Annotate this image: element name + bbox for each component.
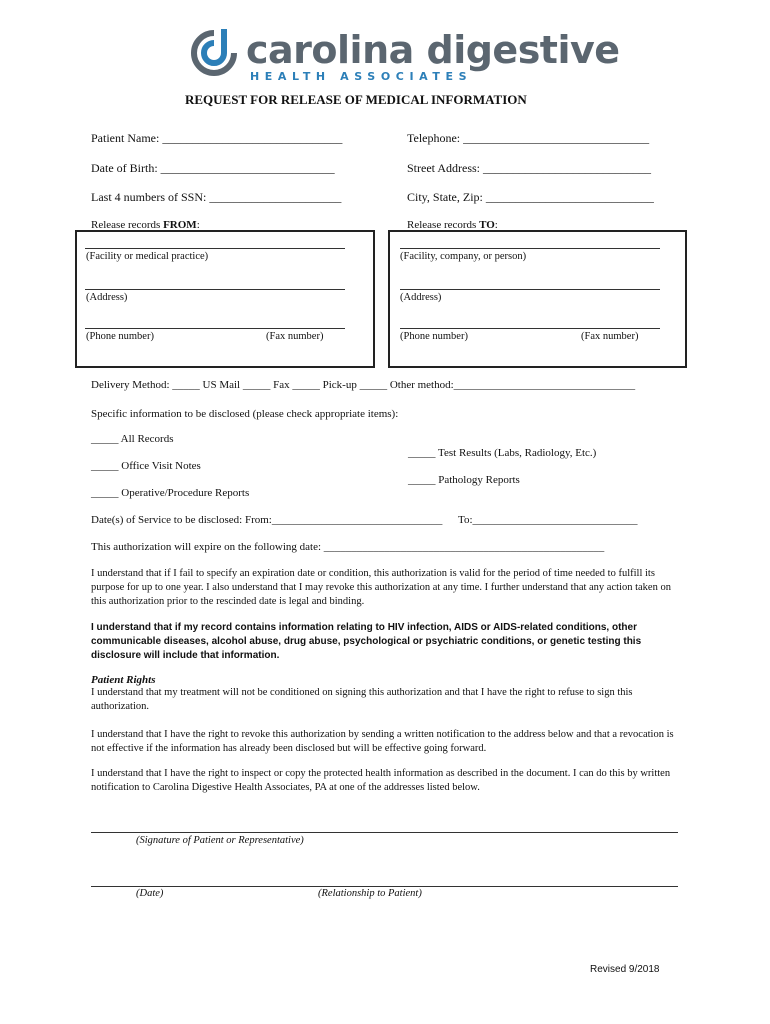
release-to-bold: TO: [479, 219, 495, 231]
release-to-colon: :: [494, 219, 498, 231]
date-relationship-line[interactable]: [91, 886, 678, 887]
dob-field[interactable]: Date of Birth: _____________________________: [91, 161, 335, 175]
patient-rights-paragraph-2: I understand that I have the right to revoke this authorization by sending a written notification to the address below and that a revocation is not effective if the information has already been disclosed but will be effective going forward.: [91, 729, 674, 754]
from-fax-label: (Fax number): [266, 331, 324, 342]
expiration-paragraph: I understand that if I fail to specify an expiration date or condition, this authorization is valid for the period of time needed to fulfill its purpose for up to one year. I also understand that I may revoke this authorization at any time. I further understand that any action taken on this authorization prior to the rescinded date is legal and binding.: [91, 568, 671, 607]
service-dates-to-field[interactable]: To:______________________________: [458, 514, 638, 526]
delivery-method-row[interactable]: Delivery Method: _____ US Mail _____ Fax _____ Pick-up _____ Other method:_________________________________: [91, 379, 636, 391]
company-logo-subtitle: HEALTH ASSOCIATES: [250, 70, 473, 83]
to-facility-line[interactable]: [400, 248, 660, 249]
item-pathology-reports[interactable]: _____ Pathology Reports: [408, 474, 520, 486]
release-from-colon: :: [196, 219, 200, 231]
to-address-label: (Address): [400, 292, 442, 303]
item-all-records[interactable]: _____ All Records: [91, 433, 174, 445]
to-facility-label: (Facility, company, or person): [400, 251, 527, 262]
expiration-date-field[interactable]: This authorization will expire on the following date: ___________________________________________________: [91, 541, 605, 553]
from-address-line[interactable]: [85, 289, 345, 290]
from-facility-label: (Facility or medical practice): [86, 251, 209, 262]
from-phone-line[interactable]: [85, 328, 345, 329]
company-logo-name: carolina digestive: [246, 28, 620, 72]
ssn-field[interactable]: Last 4 numbers of SSN: ______________________: [91, 190, 342, 204]
date-label: (Date): [136, 888, 164, 899]
telephone-field[interactable]: Telephone: _______________________________: [407, 131, 650, 145]
item-operative-reports[interactable]: _____ Operative/Procedure Reports: [91, 487, 250, 499]
street-address-field[interactable]: Street Address: ____________________________: [407, 161, 651, 175]
page-title: REQUEST FOR RELEASE OF MEDICAL INFORMATION: [185, 92, 527, 107]
item-test-results[interactable]: _____ Test Results (Labs, Radiology, Etc.): [408, 447, 597, 459]
service-dates-from-field[interactable]: Date(s) of Service to be disclosed: From:_______________________________: [91, 514, 443, 526]
from-phone-label: (Phone number): [86, 331, 154, 342]
to-phone-line[interactable]: [400, 328, 660, 329]
patient-rights-heading: Patient Rights: [91, 674, 156, 686]
item-office-visit-notes[interactable]: _____ Office Visit Notes: [91, 460, 201, 472]
release-from-bold: FROM: [163, 219, 197, 231]
patient-name-field[interactable]: Patient Name: ______________________________: [91, 131, 343, 145]
signature-label: (Signature of Patient or Representative): [136, 835, 304, 846]
release-to-text: Release records: [407, 219, 480, 231]
signature-line[interactable]: [91, 832, 678, 833]
from-address-label: (Address): [86, 292, 128, 303]
company-logo-mark: [190, 27, 238, 79]
specific-info-heading: Specific information to be disclosed (please check appropriate items):: [91, 408, 399, 420]
patient-rights-paragraph-1: I understand that my treatment will not be conditioned on signing this authorization and that I have the right to refuse to sign this authorization.: [91, 687, 633, 712]
sensitive-info-paragraph: I understand that if my record contains information relating to HIV infection, AIDS or AIDS-related conditions, other communicable diseases, alcohol abuse, drug abuse, psychological or psychiatric conditions, or genetic testing this disclosure will include that information.: [91, 622, 642, 661]
release-from-text: Release records: [91, 219, 164, 231]
from-facility-line[interactable]: [85, 248, 345, 249]
relationship-label: (Relationship to Patient): [318, 888, 422, 899]
city-state-zip-field[interactable]: City, State, Zip: ____________________________: [407, 190, 654, 204]
patient-rights-paragraph-3: I understand that I have the right to inspect or copy the protected health information as described in the document. I can do this by written notification to Carolina Digestive Health Associates, PA at one of the addresses listed below.: [91, 768, 671, 793]
to-phone-label: (Phone number): [400, 331, 468, 342]
revised-date: Revised 9/2018: [590, 964, 660, 975]
to-address-line[interactable]: [400, 289, 660, 290]
to-fax-label: (Fax number): [581, 331, 639, 342]
